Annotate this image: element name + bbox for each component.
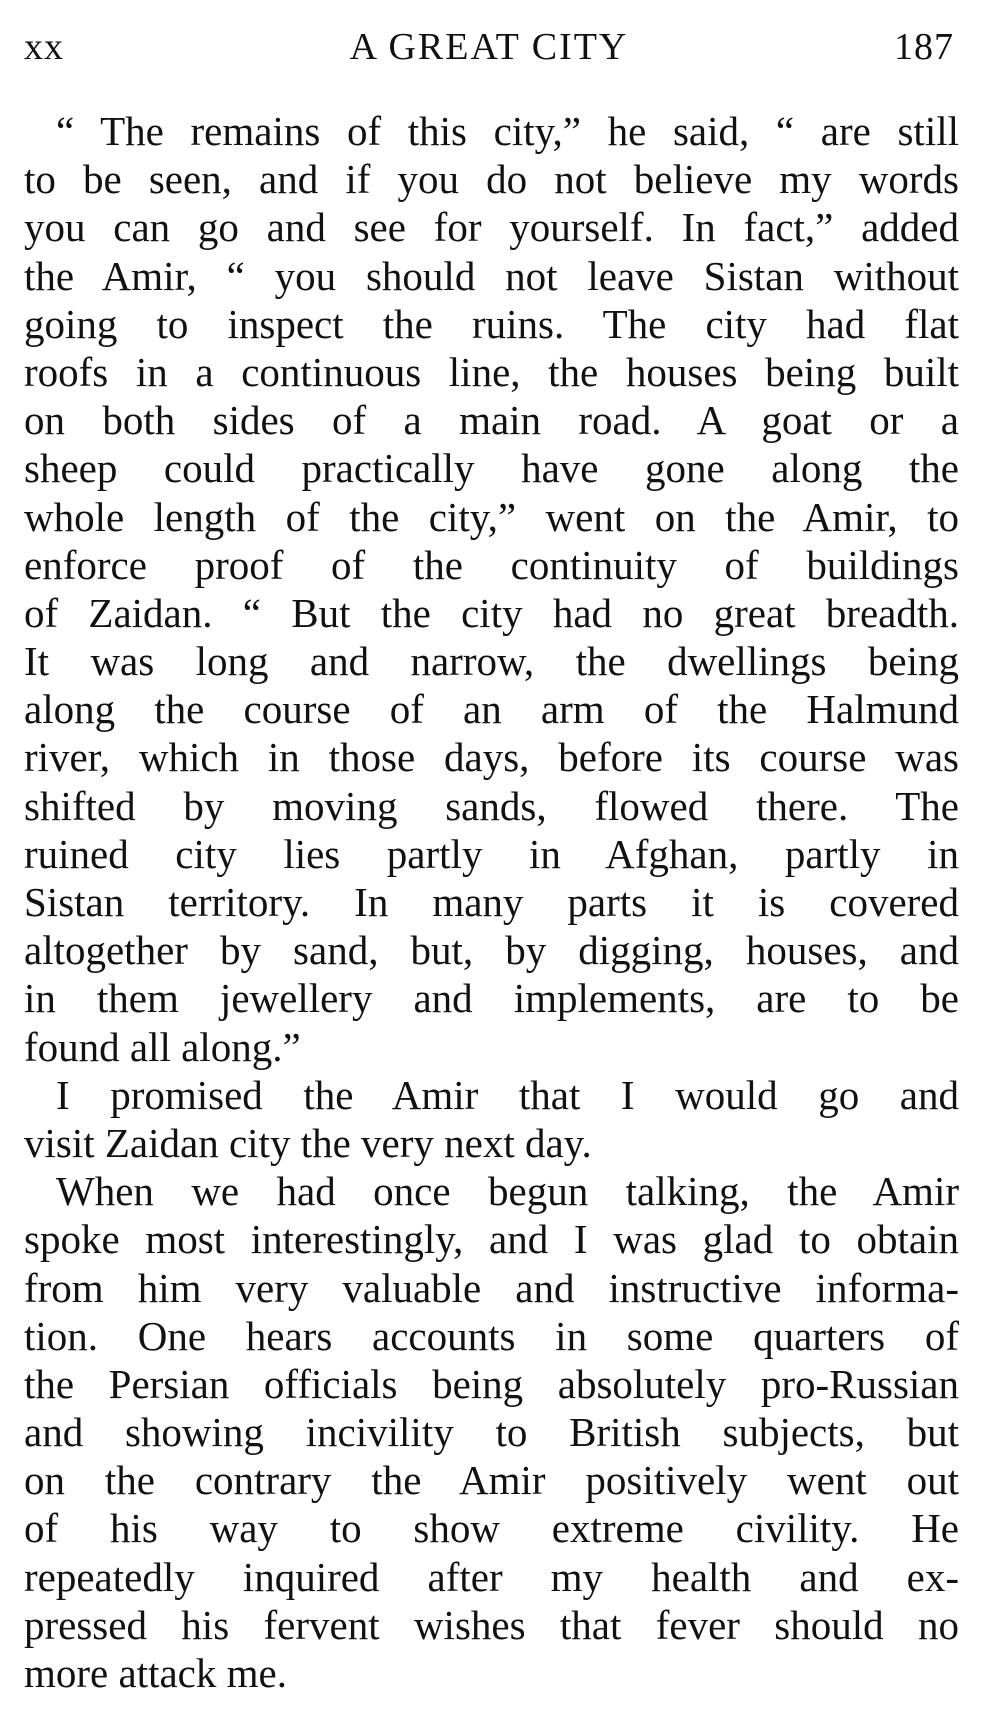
text-line: on the contrary the Amir positively went out bbox=[24, 1457, 959, 1504]
text-line: enforce proof of the continuity of buildings bbox=[24, 541, 959, 588]
text-line: sheep could practically have gone along the bbox=[24, 445, 959, 492]
text-line: you can go and see for yourself. In fact,” added bbox=[24, 204, 959, 251]
text-line: visit Zaidan city the very next day. bbox=[24, 1119, 592, 1166]
text-line: “ The remains of this city,” he said, “ are still bbox=[56, 108, 959, 154]
text-line: river, which in those days, before its course was bbox=[24, 734, 959, 781]
text-line: spoke most interestingly, and I was glad to obtain bbox=[24, 1216, 959, 1263]
text-line: It was long and narrow, the dwellings being bbox=[24, 638, 959, 685]
page-number: 187 bbox=[894, 26, 954, 68]
text-line: in them jewellery and implements, are to be bbox=[24, 975, 959, 1022]
text-line: the Persian officials being absolutely pro-Russian bbox=[24, 1360, 959, 1407]
text-line: of his way to show extreme civility. He bbox=[24, 1505, 959, 1552]
running-head bbox=[24, 22, 954, 72]
text-line: along the course of an arm of the Halmund bbox=[24, 686, 959, 733]
text-line: of Zaidan. “ But the city had no great breadth. bbox=[24, 589, 959, 636]
text-line: I promised the Amir that I would go and bbox=[56, 1071, 959, 1118]
text-line: pressed his fervent wishes that fever should no bbox=[24, 1601, 959, 1648]
text-line: roofs in a continuous line, the houses being built bbox=[24, 348, 959, 395]
text-line: Sistan territory. In many parts it is covered bbox=[24, 879, 959, 925]
running-title: A GREAT CITY bbox=[349, 26, 629, 68]
text-line: repeatedly inquired after my health and ex- bbox=[24, 1553, 959, 1600]
text-line: tion. One hears accounts in some quarters of bbox=[24, 1312, 959, 1359]
text-line: from him very valuable and instructive informa- bbox=[24, 1264, 959, 1311]
chapter-number: xx bbox=[24, 26, 64, 68]
text-line: altogether by sand, but, by digging, houses, and bbox=[24, 927, 959, 974]
text-line: When we had once begun talking, the Amir bbox=[56, 1168, 959, 1215]
text-line: more attack me. bbox=[24, 1650, 287, 1696]
body-text bbox=[24, 107, 959, 1697]
text-line: on both sides of a main road. A goat or a bbox=[24, 397, 959, 444]
text-line: and showing incivility to British subjects, but bbox=[24, 1409, 959, 1456]
text-line: whole length of the city,” went on the Amir, to bbox=[24, 493, 959, 540]
text-line: ruined city lies partly in Afghan, partly in bbox=[24, 830, 959, 877]
text-line: shifted by moving sands, flowed there. The bbox=[24, 782, 959, 829]
text-line: to be seen, and if you do not believe my words bbox=[24, 156, 959, 203]
text-line: the Amir, “ you should not leave Sistan without bbox=[24, 252, 959, 299]
text-line: found all along.” bbox=[24, 1023, 301, 1070]
text-line: going to inspect the ruins. The city had flat bbox=[24, 300, 959, 347]
